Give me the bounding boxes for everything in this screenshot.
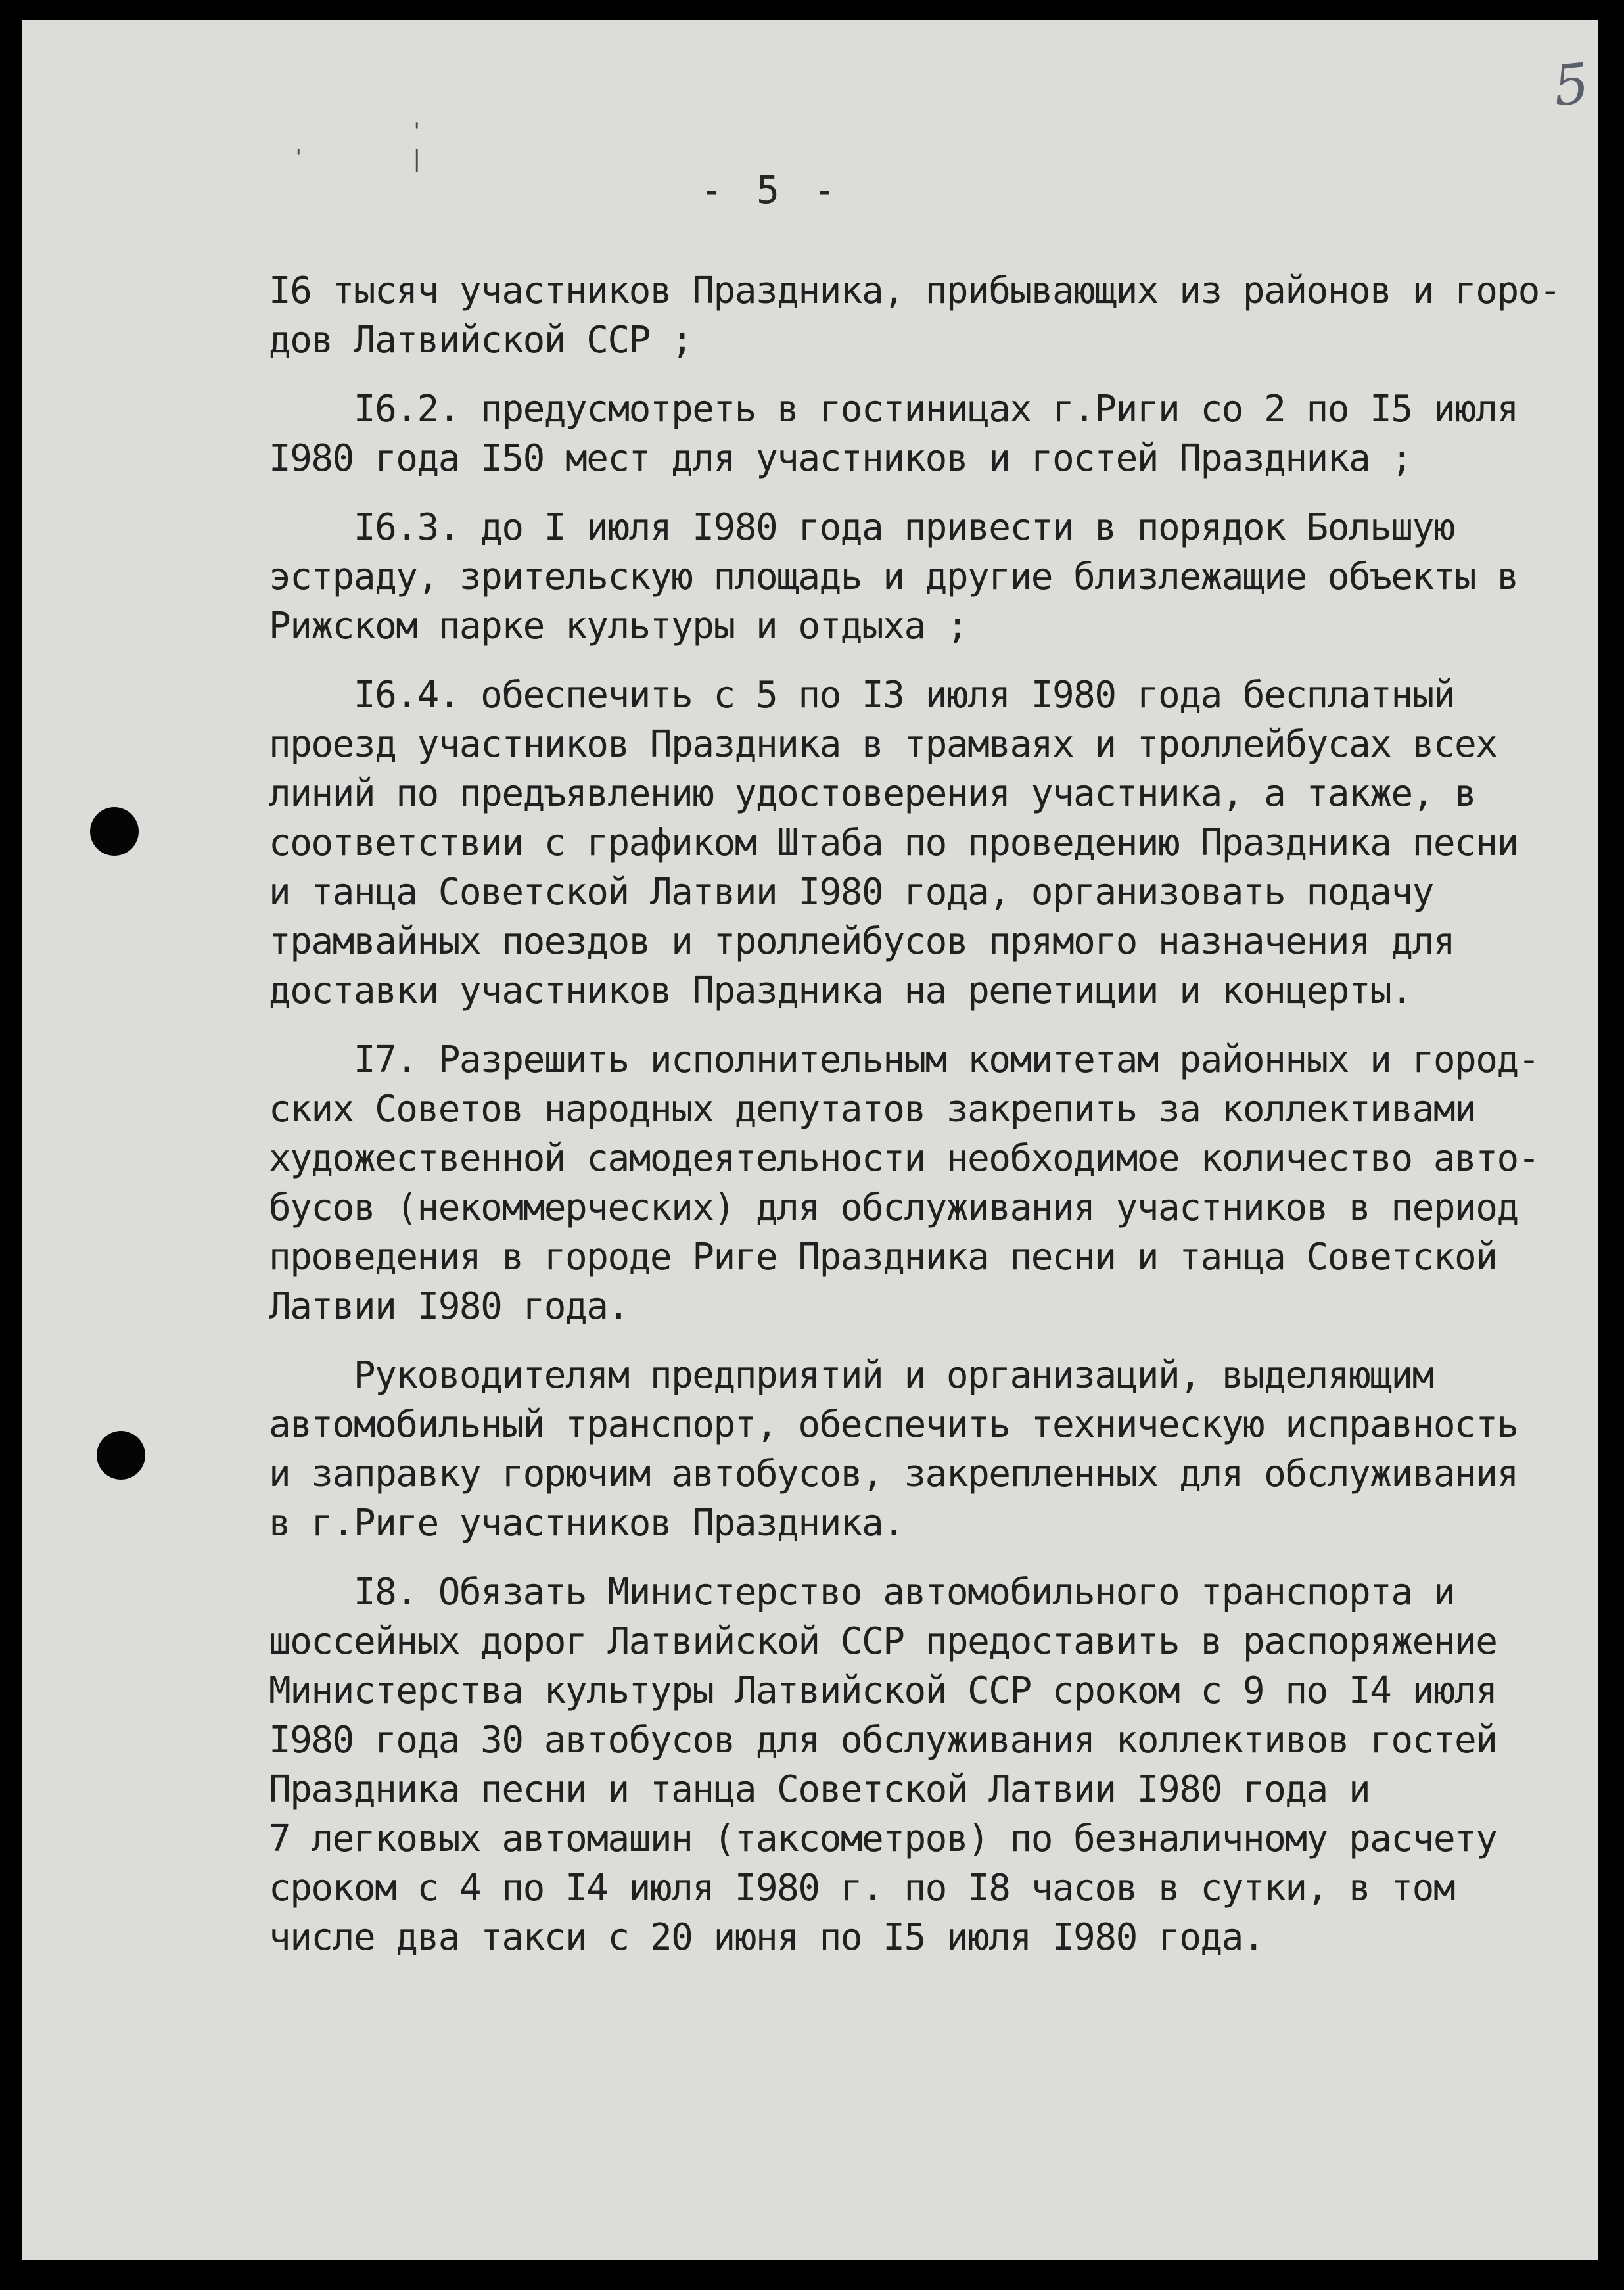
text-line: I980 года 30 автобусов для обслуживания коллективов гостей <box>269 1719 1497 1762</box>
punch-hole-upper <box>90 807 139 856</box>
document-page: 5 ' ' | - 5 - I6 тысяч участников Праздника, прибывающих из районов и горо- дов Латвийской ССР ; I6.2. предусмотреть в гостиницах г.Риги со 2 по I5 июля I980 года I50 мест для участников и гостей Праздника ; I6.3. до I июля I980 года привести в порядок Большую эстраду, зрительскую площадь и другие близлежащие объекты в Рижском парке культуры и отдыха ; I6.4. обеспечить с 5 по I3 июля I980 года бесплатный проезд участников Праздника в трамваях и троллейбусах всех линий по предъявлению удостоверения участника, а также, в соответствии с графиком Штаба по проведению Праздника песни и танца Советской Латвии I980 года, организовать подачу трамвайных поездов и троллейбусов прямого назначения для доставки участников Праздника на репетиции и концерты. I7. Разрешить исполнительным комитетам районных и город- ских Советов народных депутатов закрепить за коллективами художественной самодеятельности необходимое количество авто- бусов (некоммерческих) для обслуживания участников в период проведения в городе Риге Праздника песни и танца Советской Латвии I980 года. Руководителям предприятий и организаций, выделяющим автомобильный транспорт, обеспечить техническую исправность и заправку горючим автобусов, закрепленных для обслуживания в г.Риге участников Праздника. I8. Обязать Министерство автомобильного транспорта и шоссейных дорог Латвийской ССР предоставить в распоряжение Министерства культуры Латвийской ССР сроком с 9 по I4 июля I980 года 30 автобусов для обслуживания коллективов гостей Праздника песни и танца Советской Латвии I980 года и 7 легковых автомашин (таксометров) по безналичному расчету сроком с 4 по I4 июля I980 г. по I8 часов в сутки, в том числе два такси с 20 июня по I5 июля I980 года. <box>22 20 1598 2260</box>
text-line: I980 года I50 мест для участников и гостей Праздника ; <box>269 437 1412 480</box>
page-number: - 5 - <box>700 168 841 212</box>
text-line: доставки участников Праздника на репетиции и концерты. <box>269 970 1412 1012</box>
text-line: Латвии I980 года. <box>269 1285 629 1328</box>
text-line: в г.Риге участников Праздника. <box>269 1502 904 1545</box>
punch-hole-lower <box>97 1431 145 1480</box>
text-line: I6 тысяч участников Праздника, прибывающих из районов и горо- <box>269 269 1561 312</box>
text-line: и танца Советской Латвии I980 года, организовать подачу <box>269 871 1433 914</box>
text-line: I7. Разрешить исполнительным комитетам районных и город- <box>269 1039 1539 1081</box>
text-line: проезд участников Праздника в трамваях и троллейбусах всех <box>269 723 1497 766</box>
text-line: числе два такси с 20 июня по I5 июля I980 года. <box>269 1916 1264 1959</box>
text-line: линий по предъявлению удостоверения участника, а также, в <box>269 772 1476 815</box>
text-line: эстраду, зрительскую площадь и другие близлежащие объекты в <box>269 555 1518 598</box>
text-line: дов Латвийской ССР ; <box>269 319 693 362</box>
paragraph-16-4 <box>269 670 1564 1016</box>
text-line: художественной самодеятельности необходимое количество авто- <box>269 1137 1539 1180</box>
text-line: Праздника песни и танца Советской Латвии I980 года и <box>269 1768 1370 1811</box>
text-line: Руководителям предприятий и организаций, выделяющим <box>269 1354 1433 1397</box>
text-line: I8. Обязать Министерство автомобильного транспорта и <box>269 1571 1455 1614</box>
paragraph-17-managers <box>269 1351 1564 1548</box>
text-line: Министерства культуры Латвийской ССР сроком с 9 по I4 июля <box>269 1670 1497 1712</box>
text-line: автомобильный транспорт, обеспечить техническую исправность <box>269 1403 1518 1446</box>
text-line: проведения в городе Риге Праздника песни и танца Советской <box>269 1236 1497 1278</box>
text-line: 7 легковых автомашин (таксометров) по безналичному расчету <box>269 1817 1497 1860</box>
text-line: трамвайных поездов и троллейбусов прямого назначения для <box>269 920 1455 963</box>
text-line: ских Советов народных депутатов закрепить за коллективами <box>269 1088 1476 1131</box>
handwritten-page-number: 5 <box>1550 51 1592 119</box>
text-line: I6.2. предусмотреть в гостиницах г.Риги со 2 по I5 июля <box>269 388 1518 431</box>
text-line: соответствии с графиком Штаба по проведению Праздника песни <box>269 822 1518 864</box>
text-line: I6.3. до I июля I980 года привести в порядок Большую <box>269 506 1455 549</box>
text-line: и заправку горючим автобусов, закрепленных для обслуживания <box>269 1453 1518 1495</box>
text-line: сроком с 4 по I4 июля I980 г. по I8 часов в сутки, в том <box>269 1867 1455 1909</box>
paragraph-18 <box>269 1568 1564 1962</box>
document-body <box>269 266 1564 1962</box>
text-line: Рижском парке культуры и отдыха ; <box>269 605 968 647</box>
paragraph-16-3 <box>269 503 1564 651</box>
text-line: шоссейных дорог Латвийской ССР предоставить в распоряжение <box>269 1620 1497 1663</box>
paragraph-17 <box>269 1035 1564 1331</box>
text-line: I6.4. обеспечить с 5 по I3 июля I980 года бесплатный <box>269 674 1455 716</box>
paragraph-16-2 <box>269 385 1564 483</box>
text-line: бусов (некоммерческих) для обслуживания участников в период <box>269 1186 1518 1229</box>
paragraph-16-1-continued <box>269 266 1564 365</box>
